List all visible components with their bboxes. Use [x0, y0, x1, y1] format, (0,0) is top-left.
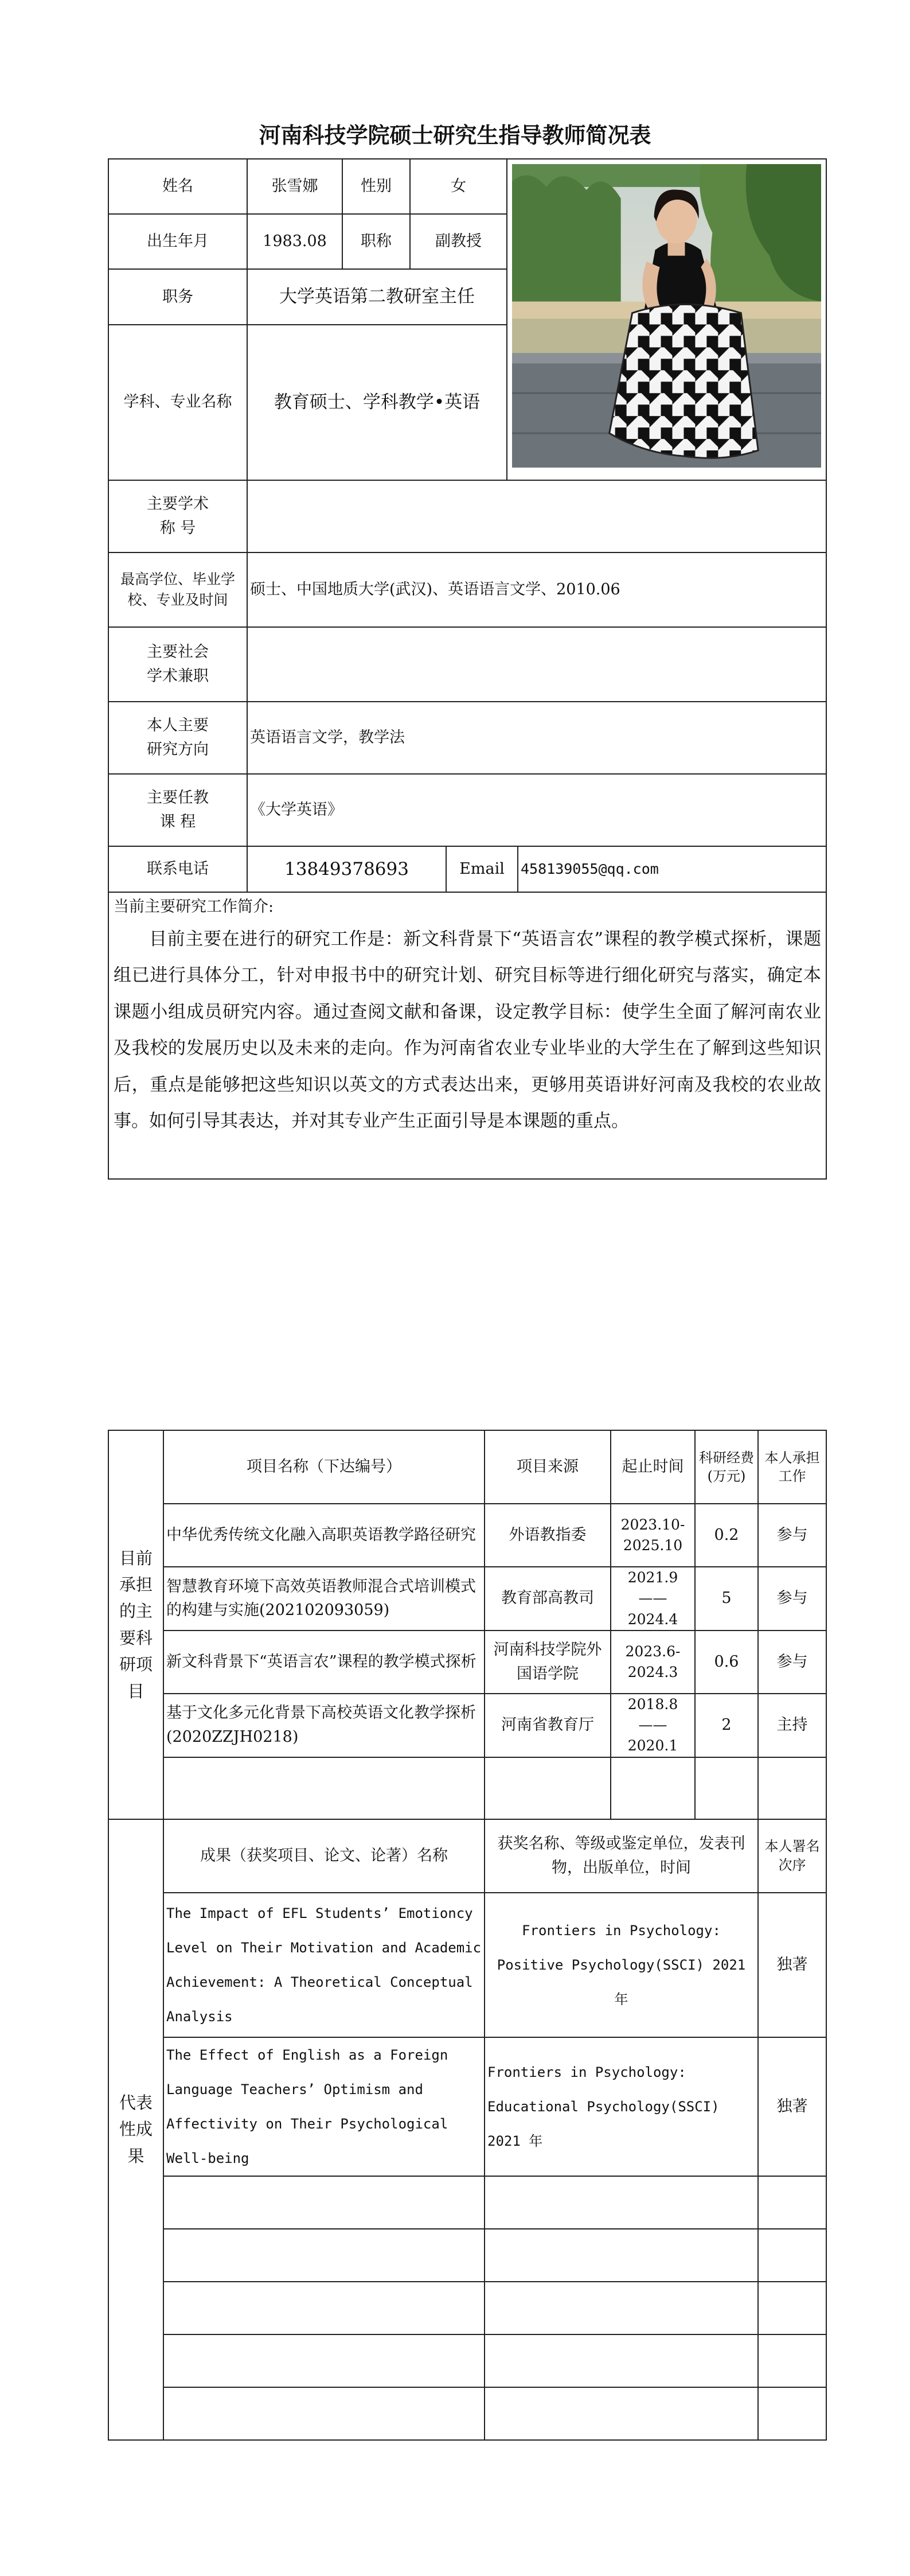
email-label: Email — [446, 846, 518, 892]
achievement-order: 独著 — [758, 2037, 826, 2176]
project-source: 河南科技学院外国语学院 — [485, 1631, 611, 1694]
achievements-side-label: 代表性成果 — [108, 1819, 163, 2440]
projects-header-name: 项目名称（下达编号） — [163, 1430, 485, 1504]
courses-label — [108, 774, 247, 846]
project-name — [163, 1757, 485, 1819]
degree-label — [108, 552, 247, 627]
projects-side-label: 目前承担的主要科研项目 — [108, 1430, 163, 1819]
research-intro — [108, 892, 826, 1179]
project-time — [611, 1757, 695, 1819]
achievement-venue — [485, 2176, 758, 2229]
projects-header-time: 起止时间 — [611, 1430, 695, 1504]
achievement-row — [108, 2229, 826, 2282]
achievement-row — [108, 2282, 826, 2334]
achievements-header-venue: 获奖名称、等级或鉴定单位，发表刊物，出版单位，时间 — [485, 1819, 758, 1893]
social-label-line-2: 学术兼职 — [147, 667, 209, 685]
courses-value: 《大学英语》 — [247, 774, 826, 846]
name-value: 张雪娜 — [247, 159, 342, 214]
project-name: 新文科背景下“英语言农”课程的教学模式探析 — [163, 1631, 485, 1694]
research-label-line-2: 研究方向 — [147, 740, 209, 758]
degree-label-line-1: 最高学位、毕业学 — [120, 570, 235, 587]
project-row — [108, 1504, 826, 1567]
achievements-header-order: 本人署名次序 — [758, 1819, 826, 1893]
position-value: 大学英语第二教研室主任 — [247, 269, 507, 324]
project-funding — [695, 1757, 758, 1819]
discipline-label: 学科、专业名称 — [108, 325, 247, 480]
achievement-venue: Frontiers in Psychology: Educational Psychology(SSCI) 2021 年 — [485, 2037, 758, 2176]
achievement-venue — [485, 2387, 758, 2440]
achievement-order — [758, 2387, 826, 2440]
gender-label: 性别 — [342, 159, 410, 214]
projects-header-source: 项目来源 — [485, 1430, 611, 1504]
project-source: 河南省教育厅 — [485, 1694, 611, 1757]
achievement-name — [163, 2387, 485, 2440]
degree-label-line-2: 校、专业及时间 — [127, 591, 228, 608]
achievement-name: The Impact of EFL Students’ Emotioncy Level on Their Motivation and Academic Achievement: A Theoretical Conceptual Analysis — [163, 1893, 485, 2037]
rank-label: 职称 — [342, 214, 410, 269]
gender-value: 女 — [410, 159, 507, 214]
phone-label: 联系电话 — [108, 846, 247, 892]
project-time: 2023.6-2024.3 — [611, 1631, 695, 1694]
birth-label: 出生年月 — [108, 214, 247, 269]
social-label — [108, 627, 247, 702]
social-label-line-1: 主要社会 — [147, 643, 209, 661]
project-name: 智慧教育环境下高效英语教师混合式培训模式的构建与实施(202102093059) — [163, 1567, 485, 1631]
achievement-venue — [485, 2334, 758, 2387]
project-time: 2021.9——2024.4 — [611, 1567, 695, 1631]
project-source: 教育部高教司 — [485, 1567, 611, 1631]
achievement-row — [108, 2387, 826, 2440]
honors-label-line-1: 主要学术 — [147, 495, 209, 513]
phone-value: 13849378693 — [247, 846, 446, 892]
project-name: 中华优秀传统文化融入高职英语教学路径研究 — [163, 1504, 485, 1567]
project-role: 参与 — [758, 1631, 826, 1694]
discipline-value: 教育硕士、学科教学•英语 — [247, 325, 507, 480]
achievement-order: 独著 — [758, 1893, 826, 2037]
project-funding: 5 — [695, 1567, 758, 1631]
project-role: 参与 — [758, 1504, 826, 1567]
birth-value: 1983.08 — [247, 214, 342, 269]
achievement-row — [108, 1893, 826, 2037]
achievement-venue — [485, 2229, 758, 2282]
project-funding: 0.6 — [695, 1631, 758, 1694]
project-row — [108, 1631, 826, 1694]
project-funding: 2 — [695, 1694, 758, 1757]
name-label: 姓名 — [108, 159, 247, 214]
project-role — [758, 1757, 826, 1819]
achievement-venue: Frontiers in Psychology: Positive Psychology(SSCI) 2021 年 — [485, 1893, 758, 2037]
research-intro-label: 当前主要研究工作简介: — [114, 897, 274, 916]
position-label: 职务 — [108, 269, 247, 324]
achievement-order — [758, 2334, 826, 2387]
achievement-row — [108, 2037, 826, 2176]
achievement-name — [163, 2229, 485, 2282]
achievement-order — [758, 2229, 826, 2282]
project-role: 主持 — [758, 1694, 826, 1757]
project-source — [485, 1757, 611, 1819]
social-value — [247, 627, 826, 702]
project-funding: 0.2 — [695, 1504, 758, 1567]
research-value: 英语语言文学，教学法 — [247, 702, 826, 774]
profile-table — [108, 158, 827, 1180]
projects-header-funding: 科研经费(万元) — [695, 1430, 758, 1504]
achievement-name — [163, 2334, 485, 2387]
degree-value: 硕士、中国地质大学(武汉)、英语语言文学、2010.06 — [247, 552, 826, 627]
courses-label-line-1: 主要任教 — [147, 789, 209, 807]
project-time: 2023.10-2025.10 — [611, 1504, 695, 1567]
honors-value — [247, 480, 826, 552]
project-name: 基于文化多元化背景下高校英语文化教学探析(2020ZZJH0218) — [163, 1694, 485, 1757]
achievement-name: The Effect of English as a Foreign Language Teachers’ Optimism and Affectivity on Their Psychological Well-being — [163, 2037, 485, 2176]
project-source: 外语教指委 — [485, 1504, 611, 1567]
courses-label-line-2: 课 程 — [159, 812, 196, 831]
email-value: 458139055@qq.com — [518, 846, 826, 892]
achievement-row — [108, 2334, 826, 2387]
portrait-image — [512, 164, 821, 468]
portrait-photo — [507, 159, 826, 480]
research-label-line-1: 本人主要 — [147, 717, 209, 735]
project-row — [108, 1757, 826, 1819]
page-title: 河南科技学院硕士研究生指导教师简况表 — [259, 123, 651, 148]
achievements-header-name: 成果（获奖项目、论文、论著）名称 — [163, 1819, 485, 1893]
research-label — [108, 702, 247, 774]
achievement-name — [163, 2282, 485, 2334]
research-table — [108, 1430, 827, 2441]
achievement-order — [758, 2282, 826, 2334]
honors-label — [108, 480, 247, 552]
projects-header-role: 本人承担工作 — [758, 1430, 826, 1504]
project-row — [108, 1567, 826, 1631]
honors-label-line-2: 称 号 — [159, 519, 196, 537]
achievement-order — [758, 2176, 826, 2229]
project-role: 参与 — [758, 1567, 826, 1631]
research-intro-text: 目前主要在进行的研究工作是：新文科背景下“英语言农”课程的教学模式探析，课题组已进行具体分工，针对申报书中的研究计划、研究目标等进行细化研究与落实，确定本课题小组成员研究内容。通过查阅文献和备课，设定教学目标：使学生全面了解河南农业及我校的发展历史以及未来的走向。作为河南省农业专业毕业的大学生在了解到这些知识后，重点是能够把这些知识以英文的方式表达出来，更够用英语讲好河南及我校的农业故事。如何引导其表达，并对其专业产生正面引导是本课题的重点。 — [114, 928, 822, 1132]
project-row — [108, 1694, 826, 1757]
achievement-name — [163, 2176, 485, 2229]
achievement-row — [108, 2176, 826, 2229]
project-time: 2018.8——2020.1 — [611, 1694, 695, 1757]
rank-value: 副教授 — [410, 214, 507, 269]
achievement-venue — [485, 2282, 758, 2334]
